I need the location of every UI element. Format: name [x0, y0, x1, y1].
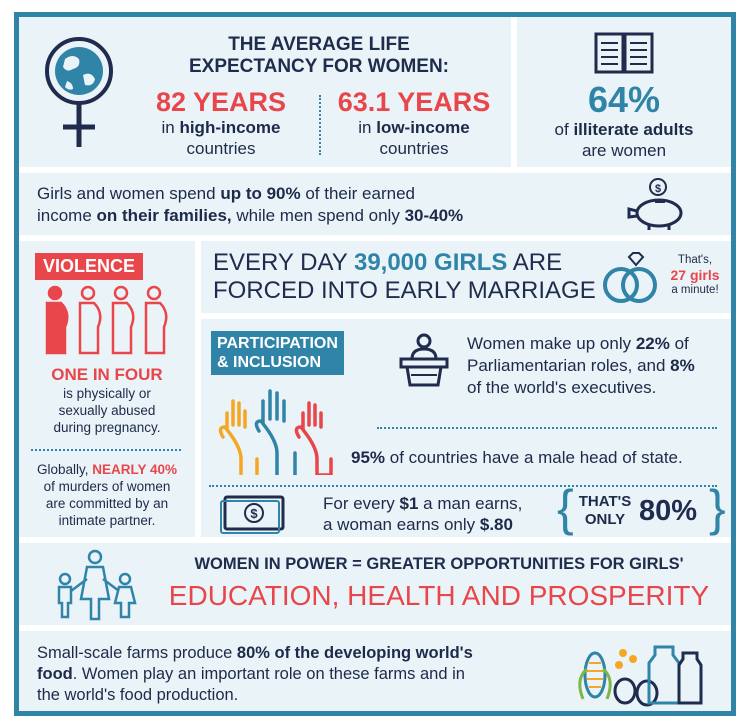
- venus-globe-icon: [37, 31, 121, 151]
- violence-line3: during pregnancy.: [53, 420, 161, 435]
- pay-b2: $.80: [479, 515, 513, 534]
- pay-highlight: { THAT'S ONLY 80% }: [557, 480, 726, 536]
- violence-global-l2: of murders of women: [43, 479, 171, 494]
- pregnant-women-icon: [39, 285, 173, 355]
- illiteracy-panel: [517, 17, 731, 167]
- participation-t1: Women make up only: [467, 334, 636, 353]
- life-expectancy-panel: [19, 17, 511, 167]
- life-divider: [319, 95, 321, 155]
- piggy-bank-icon: [625, 177, 691, 231]
- income-t3: income: [37, 206, 97, 225]
- income-t1: Girls and women spend: [37, 184, 221, 203]
- farms-b1: 80% of the developing world's: [236, 644, 473, 662]
- pay-thats: THAT'S: [578, 493, 632, 510]
- pay-t2: a man earns,: [418, 494, 523, 513]
- high-income-stat: [131, 87, 311, 159]
- farms-t3: the world's food production.: [37, 686, 239, 704]
- family-icon: [47, 549, 143, 621]
- high-income-value: 82 YEARS: [155, 87, 287, 117]
- illiteracy-bold: illiterate adults: [573, 120, 694, 139]
- participation-b2: 8%: [670, 356, 695, 375]
- marriage-post: ARE: [507, 249, 563, 276]
- podium-icon: [395, 333, 453, 387]
- life-title-line1: THE AVERAGE LIFE: [228, 34, 410, 55]
- low-pre: in: [358, 118, 377, 137]
- pay-only: ONLY: [584, 511, 626, 528]
- money-bill-icon: [219, 491, 289, 535]
- marriage-panel: [201, 241, 731, 313]
- illiteracy-post: are women: [581, 141, 667, 160]
- low-bold: low-income: [376, 118, 470, 137]
- power-panel: [19, 543, 731, 625]
- power-line2: EDUCATION, HEALTH AND PROSPERITY: [168, 580, 710, 611]
- marriage-side-bold: 27 girls: [670, 267, 720, 283]
- marriage-side-post: a minute!: [671, 284, 719, 296]
- illiteracy-value: 64%: [587, 79, 661, 120]
- income-b3: 30-40%: [404, 206, 464, 225]
- marriage-side-pre: That's,: [677, 254, 713, 266]
- pay-t3: a woman earns only: [323, 515, 480, 534]
- violence-line2: sexually abused: [58, 403, 156, 418]
- participation-label: [211, 331, 344, 375]
- participation-state-rest: of countries have a male head of state.: [385, 448, 683, 467]
- svg-text:$: $: [250, 506, 258, 521]
- pay-b1: $1: [399, 494, 419, 513]
- violence-global-pre: Globally,: [36, 462, 93, 477]
- raised-hands-icon: [217, 389, 335, 475]
- violence-panel: [19, 241, 195, 537]
- high-bold: high-income: [179, 118, 281, 137]
- participation-b1: 22%: [635, 334, 670, 353]
- participation-t2: of: [669, 334, 689, 353]
- violence-global-l4: intimate partner.: [58, 513, 156, 528]
- pay-row: [201, 480, 731, 537]
- participation-label1: PARTICIPATION: [217, 335, 338, 352]
- income-t2: of their earned: [300, 184, 415, 203]
- farms-t1: Small-scale farms produce: [37, 644, 237, 662]
- participation-t4: of the world's executives.: [467, 378, 657, 397]
- pay-t1: For every: [323, 494, 400, 513]
- income-t4: while men spend only: [231, 206, 405, 225]
- infographic-frame: [14, 12, 736, 716]
- farms-t2: . Women play an important role on these farms and in: [72, 665, 465, 683]
- open-book-icon: [593, 31, 655, 77]
- violence-global-bold: NEARLY 40%: [92, 462, 178, 477]
- participation-divider-1: [377, 427, 717, 429]
- marriage-bold: 39,000 GIRLS: [353, 249, 508, 276]
- farms-panel: [19, 631, 731, 711]
- marriage-pre: EVERY DAY: [213, 249, 354, 276]
- low-income-stat: [325, 87, 503, 159]
- income-panel: [19, 173, 731, 235]
- life-title-line2: EXPECTANCY FOR WOMEN:: [188, 56, 450, 77]
- violence-line1: is physically or: [63, 386, 151, 401]
- wedding-rings-icon: [601, 251, 659, 307]
- food-produce-icon: [575, 633, 705, 707]
- participation-t3: Parliamentarian roles, and: [467, 356, 671, 375]
- farms-b2: food: [37, 665, 73, 683]
- violence-label: VIOLENCE: [35, 253, 143, 280]
- violence-divider: [31, 449, 181, 451]
- participation-state-bold: 95%: [351, 448, 386, 467]
- violence-global-l3: are committed by an: [45, 496, 169, 511]
- income-b1: up to 90%: [220, 184, 301, 203]
- high-pre: in: [161, 118, 180, 137]
- low-post: countries: [379, 139, 449, 158]
- marriage-line2: FORCED INTO EARLY MARRIAGE: [213, 277, 596, 304]
- low-income-value: 63.1 YEARS: [337, 87, 491, 117]
- violence-stat: ONE IN FOUR: [51, 365, 163, 384]
- illiteracy-pre: of: [554, 120, 574, 139]
- high-post: countries: [186, 139, 256, 158]
- participation-label2: & INCLUSION: [217, 354, 321, 371]
- income-b2: on their families,: [96, 206, 232, 225]
- pay-pct: 80%: [639, 495, 698, 527]
- power-line1: WOMEN IN POWER = GREATER OPPORTUNITIES FOR GIRLS': [194, 555, 684, 573]
- svg-text:$: $: [654, 183, 662, 195]
